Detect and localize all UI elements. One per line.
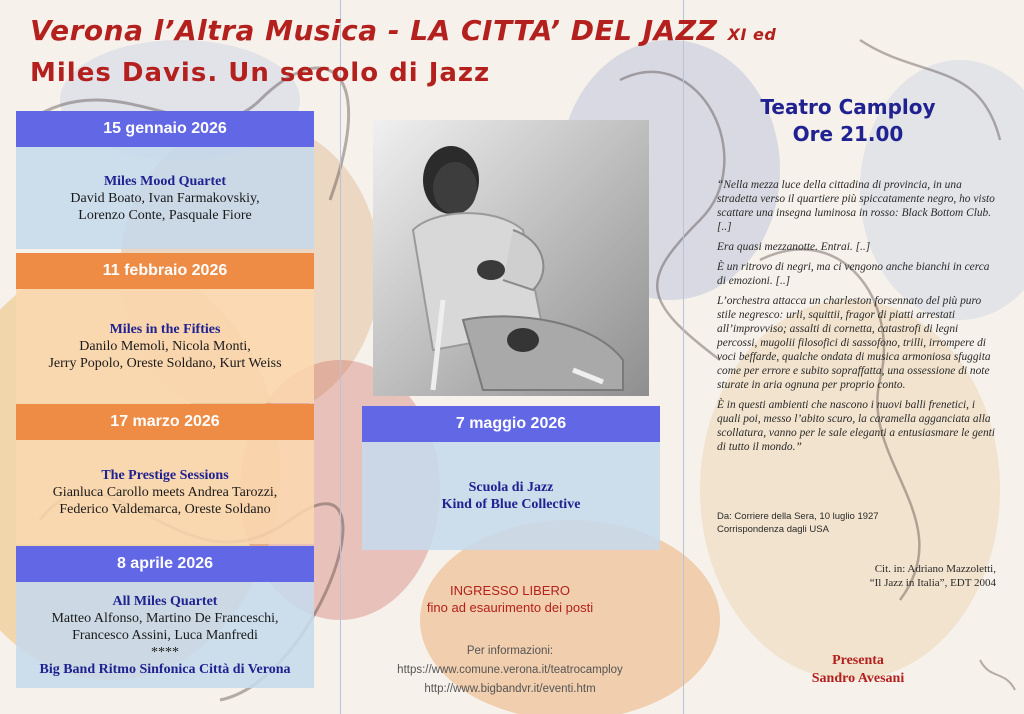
presenter-name: Sandro Avesani: [811, 671, 905, 686]
page-subtitle: Miles Davis. Un secolo di Jazz: [30, 58, 491, 88]
quote-paragraph: Era quasi mezzanotte. Entrai. [..]: [717, 241, 871, 253]
info-link-camploy[interactable]: https://www.comune.verona.it/teatrocamploy: [397, 664, 623, 676]
separator-stars: ****: [151, 644, 179, 660]
musicians-line: Danilo Memoli, Nicola Monti,: [79, 338, 251, 354]
concert-details-5: [362, 442, 660, 550]
entry-info: [362, 582, 658, 616]
source-line: Da: Corriere della Sera, 10 luglio 1927: [717, 511, 879, 522]
concert-details-3: [16, 440, 314, 544]
entry-note: fino ad esaurimento dei posti: [426, 600, 594, 615]
group-name: All Miles Quartet: [112, 593, 218, 609]
concert-date-4: 8 aprile 2026: [16, 546, 314, 582]
group-name: Kind of Blue Collective: [441, 497, 581, 512]
miles-davis-photo: [373, 120, 649, 396]
info-block: [362, 642, 658, 699]
page-title: [30, 14, 990, 47]
concert-date-5: 7 maggio 2026: [362, 406, 660, 442]
fold-line: [683, 0, 684, 714]
musicians-line: Lorenzo Conte, Pasquale Fiore: [78, 207, 252, 223]
entry-free-label: INGRESSO LIBERO: [450, 583, 570, 598]
quote-paragraph: È un ritrovo di negri, ma ci vengono anche bianchi in cerca di emozioni. [..]: [717, 261, 990, 287]
concert-details-2: [16, 289, 314, 403]
concert-date-2: 11 febbraio 2026: [16, 253, 314, 289]
concert-details-4: [16, 582, 314, 688]
title-text: Verona l’Altra Musica - LA CITTA’ DEL JAZZ: [30, 14, 718, 47]
venue-block: [700, 94, 996, 148]
venue-name: Teatro Camploy: [760, 95, 936, 119]
musicians-line: Francesco Assini, Luca Manfredi: [72, 627, 258, 643]
presenter-label: Presenta: [832, 653, 884, 668]
musicians-line: Gianluca Carollo meets Andrea Tarozzi,: [52, 484, 278, 500]
quote-source: [717, 510, 977, 536]
group-name: Miles in the Fifties: [109, 321, 221, 337]
musicians-line: Federico Valdemarca, Oreste Soldano: [59, 501, 271, 517]
citation-line: “Il Jazz in Italia”, EDT 2004: [869, 577, 996, 589]
quote-paragraph: “Nella mezza luce della cittadina di provincia, in una stradetta verso il quartiere più spiccatamente negro, ho visto scattare una insegna luminosa in rosso: Black Bottom Club. [..]: [717, 179, 995, 233]
group-name: Miles Mood Quartet: [103, 173, 227, 189]
info-link-bigband[interactable]: http://www.bigbandvr.it/eventi.htm: [424, 683, 596, 695]
citation: [760, 562, 996, 590]
concert-date-1: 15 gennaio 2026: [16, 111, 314, 147]
group-name: Big Band Ritmo Sinfonica Città di Verona: [39, 661, 291, 677]
source-line: Corrispondenza dagli USA: [717, 524, 829, 535]
musicians-line: Jerry Popolo, Oreste Soldano, Kurt Weiss: [48, 355, 282, 371]
quote-paragraph: L’orchestra attacca un charleston forsennato del più puro stile negresco: urli, squittii, fragor di piatti arrestati all’improvviso; assalti di cornetta, catastrofi di legni percossi, mugolii filosofici di sassofono, trilli, irrompere di voci beffarde, qualche ondata di musica armoniosa sfuggita come per errore e subito sopraffatta, una ossessione di note sturate in aria ognuna per proprio conto.: [717, 295, 991, 391]
citation-line: Cit. in: Adriano Mazzoletti,: [874, 563, 996, 575]
quote-paragraph: È in questi ambienti che nascono i nuovi balli frenetici, i quali poi, messo l’abito scuro, la caramella agganciata alla scollatura, vanno per le sale eleganti a entusiasmare le genti di tutto il mondo.”: [717, 399, 995, 453]
concert-date-3: 17 marzo 2026: [16, 404, 314, 440]
group-name: The Prestige Sessions: [101, 467, 229, 483]
venue-time: Ore 21.00: [792, 122, 904, 146]
fold-line: [340, 0, 341, 714]
quote-block: [717, 178, 997, 460]
group-name: Scuola di Jazz: [468, 480, 554, 495]
musicians-line: Matteo Alfonso, Martino De Franceschi,: [51, 610, 279, 626]
musicians-line: David Boato, Ivan Farmakovskiy,: [70, 190, 260, 206]
edition-label: XI ed: [727, 25, 777, 44]
concert-details-1: [16, 147, 314, 249]
info-label: Per informazioni:: [466, 645, 554, 657]
presenter-block: [760, 652, 956, 688]
